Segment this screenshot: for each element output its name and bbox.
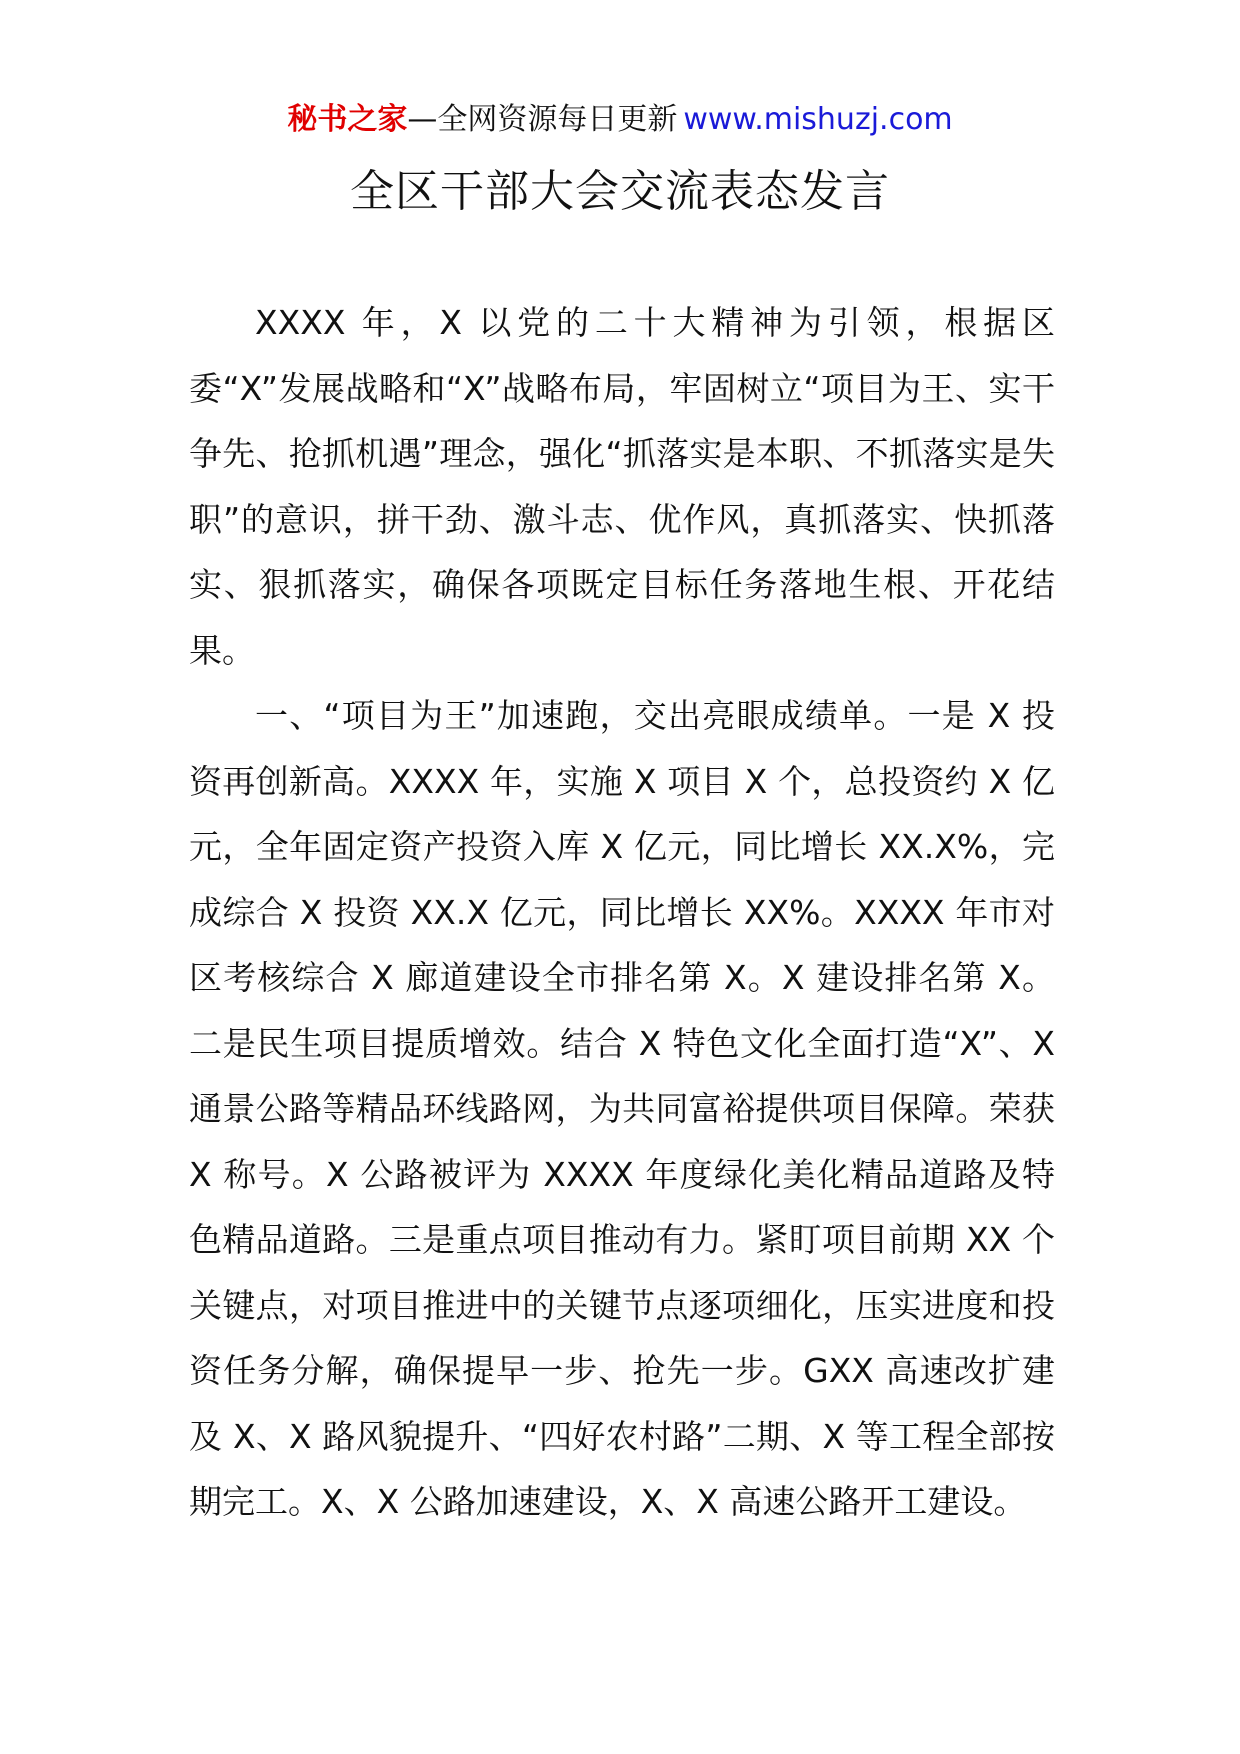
brand-name: 秘书之家 (287, 102, 408, 137)
site-banner (0, 100, 1240, 140)
document-title: 全区干部大会交流表态发言 (350, 166, 890, 217)
banner-tagline: —全网资源每日更新 (407, 102, 678, 137)
paragraph-section-one: 一、“项目为王”加速跑，交出亮眼成绩单。一是 X 投资再创新高。XXXX 年，实施 X 项目 X 个，总投资约 X 亿元，全年固定资产投资入库 X 亿元，同比增长 XX.X%，完成综合 X 投资 XX.X 亿元，同比增长 XX%。XXXX 年市对区考核综合 X 廊道建设全市排名第 X。X 建设排名第 X。二是民生项目提质增效。结合 X 特色文化全面打造“X”、X 通景公路等精品环线路网，为共同富裕提供项目保障。荣获 X 称号。X 公路被评为 XXXX 年度绿化美化精品道路及特色精品道路。三是重点项目推动有力。紧盯项目前期 XX 个关键点，对项目推进中的关键节点逐项细化，压实进度和投资任务分解，确保提早一步、抢先一步。GXX 高速改扩建及 X、X 路风貌提升、“四好农村路”二期、X 等工程全部按期完工。X、X 公路加速建设，X、X 高速公路开工建设。 (189, 696, 1055, 1521)
site-url-link[interactable]: www.mishuzj.com (683, 102, 953, 137)
document-body (189, 290, 1055, 1535)
paragraph-intro: XXXX 年，X 以党的二十大精神为引领，根据区委“X”发展战略和“X”战略布局，牢固树立“项目为王、实干争先、抢抓机遇”理念，强化“抓落实是本职、不抓落实是失职”的意识，拼干劲、激斗志、优作风，真抓落实、快抓落实、狠抓落实，确保各项既定目标任务落地生根、开花结果。 (189, 303, 1055, 670)
